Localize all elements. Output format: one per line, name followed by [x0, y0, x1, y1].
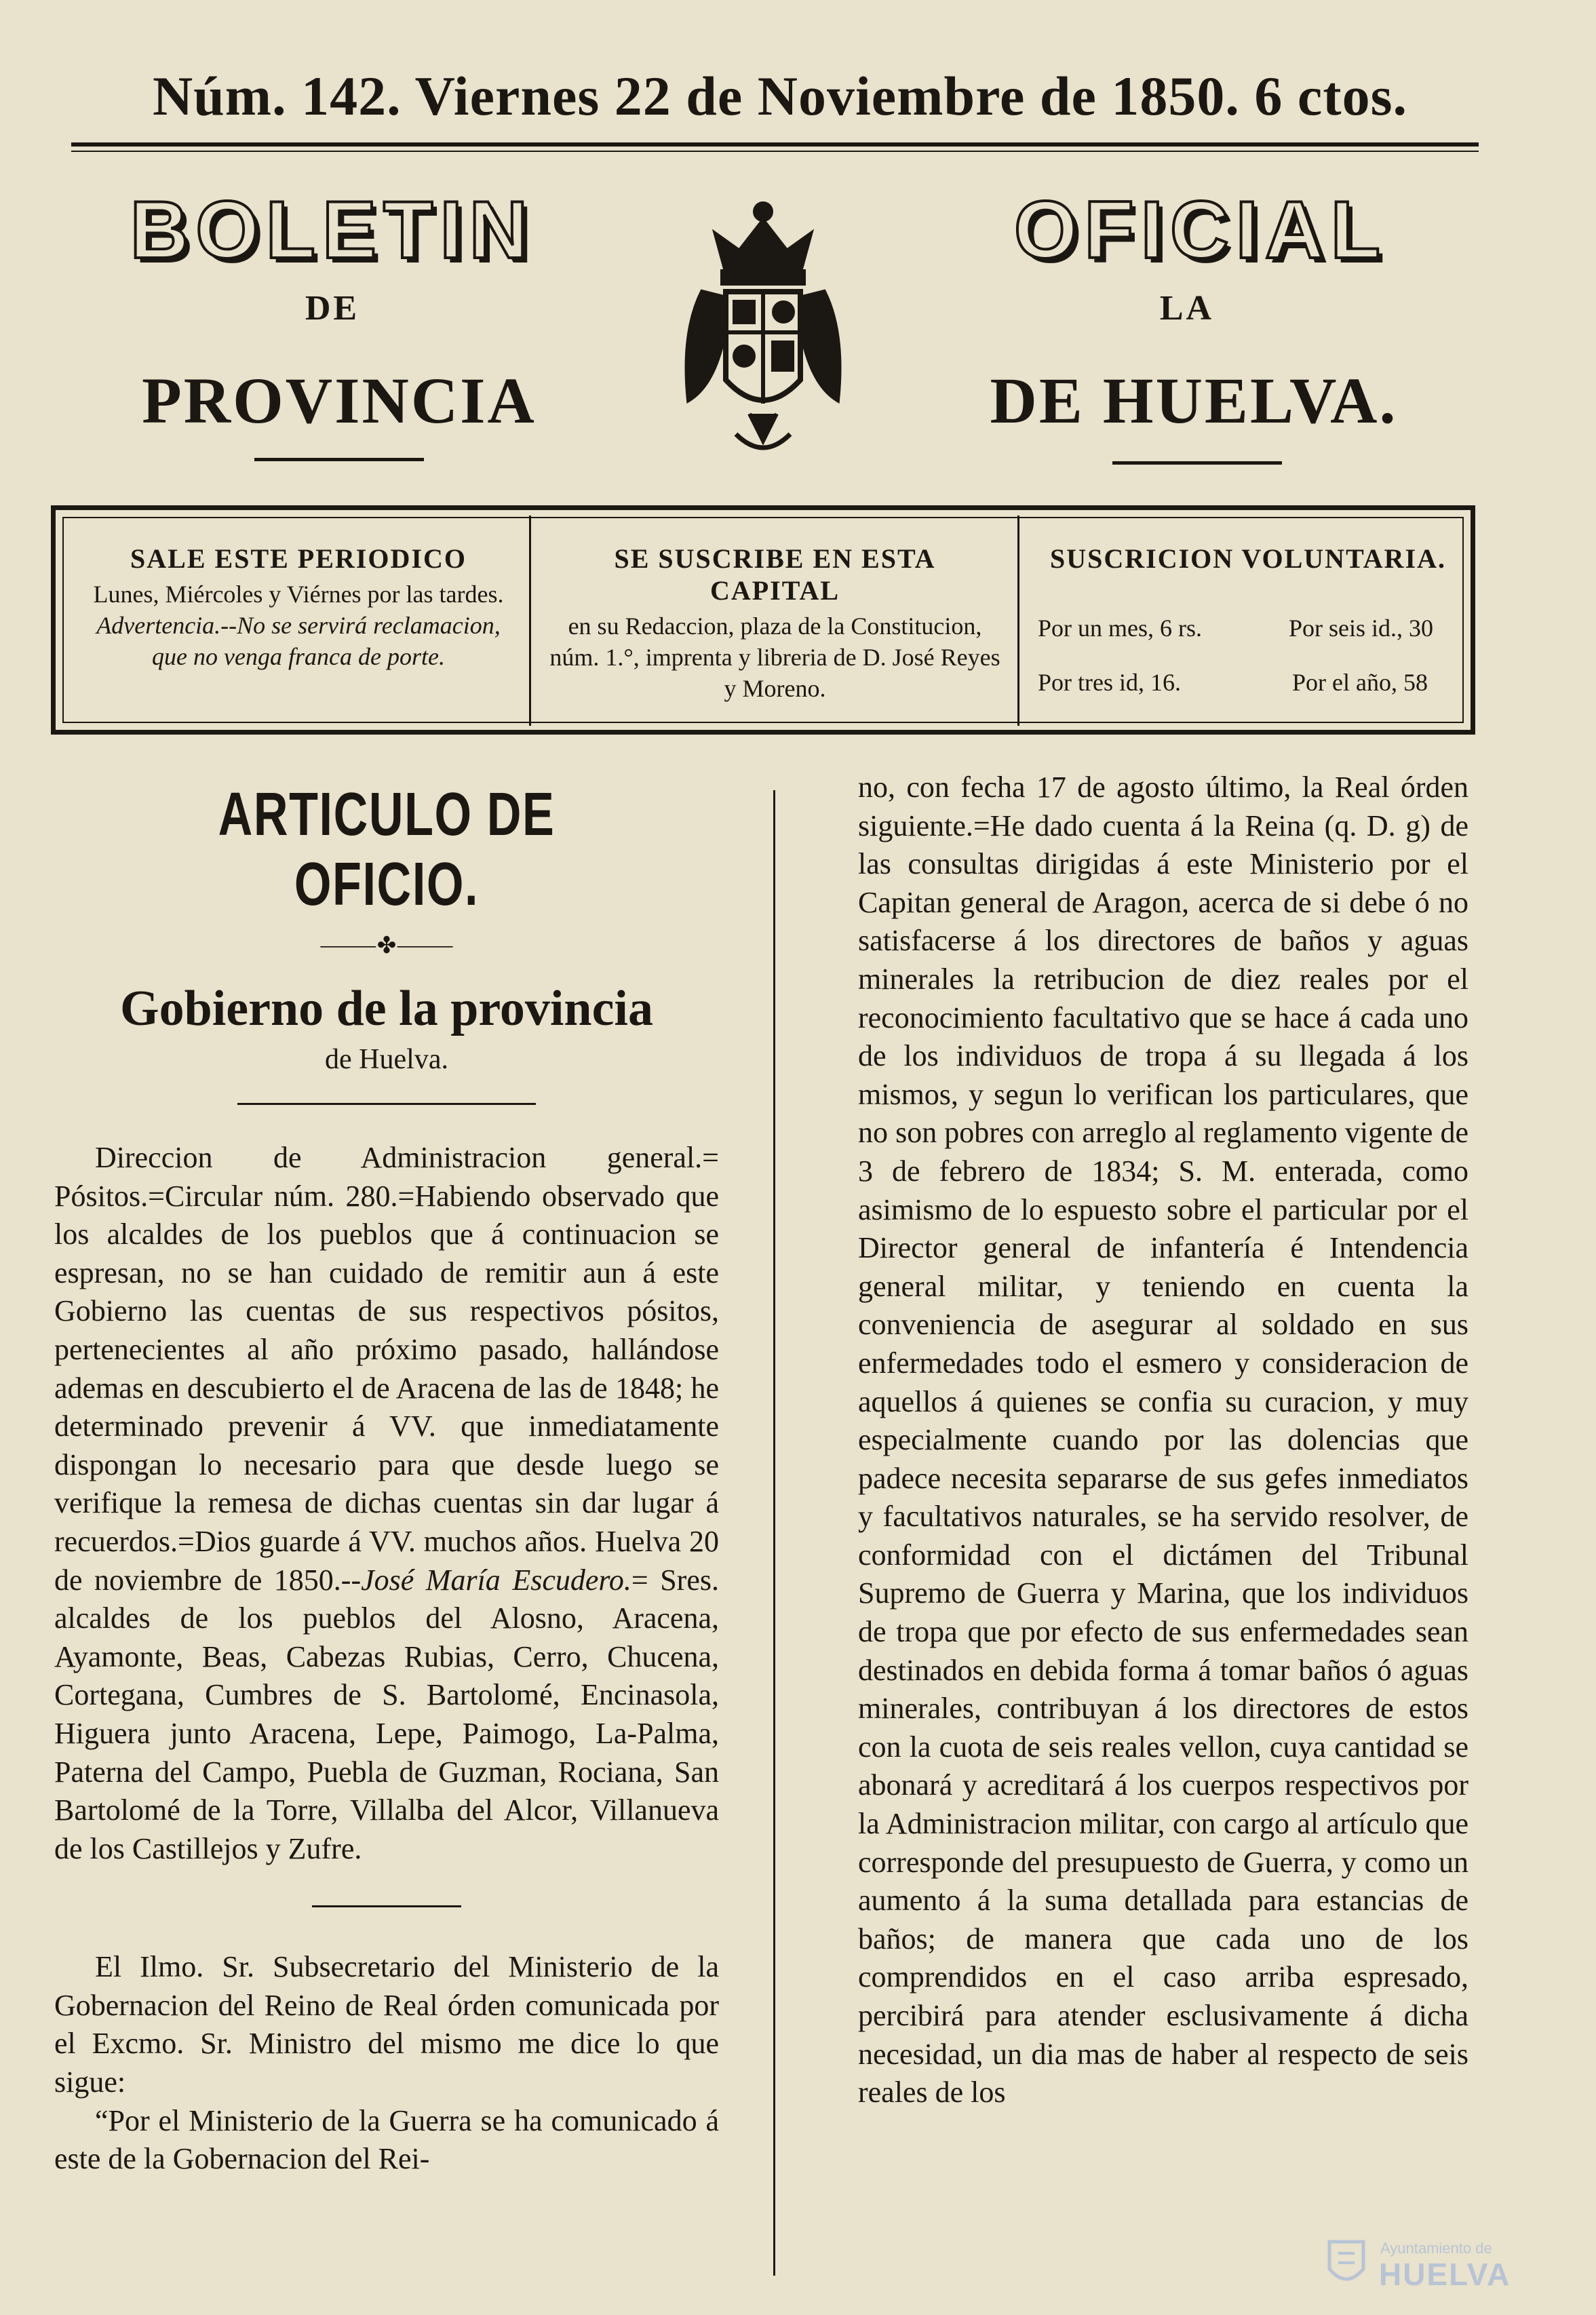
subscription-col-where — [539, 543, 1011, 702]
guerra-paragraph: “Por el Ministerio de la Guerra se ha comunicado á este de la Gobernacion del Rei- — [54, 2103, 719, 2176]
ornament-divider: ⸻✤⸻ — [319, 933, 454, 958]
masthead-boletin: BOLETIN — [130, 184, 535, 275]
masthead-oficial: OFICIAL — [1014, 184, 1387, 275]
price-year: Por el año, 58 — [1292, 669, 1428, 696]
archive-stamp — [1326, 2238, 1550, 2293]
circular-text: Direccion de Administracion general.= Pósitos.=Circular núm. 280.=Habiendo observado que los alcaldes de los pueblos que á continuacion se espresan, no se han cuidado de remitir aun á este Gobierno las cuentas de sus respectivos pósitos, pertenecientes al año próximo pasado, hallándose ademas en descubierto el de Aracena de las de 1848; he determinado prevenir á VV. que inmediatamente dispongan lo necesario para que desde luego se verifique la remesa de dichas cuentas sin dar lugar á recuerdos.=Dios guarde á VV. muchos años. Huelva 20 de noviembre de 1850.-- — [54, 1141, 719, 1597]
right-column — [858, 769, 1468, 2112]
circular-paragraph — [54, 1139, 719, 1868]
where-text: en su Redaccion, plaza de la Constitucion, núm. 1.°, imprenta y libreria de D. José Reyes y Moreno. — [549, 612, 1000, 702]
masthead-provincia: PROVINCIA — [142, 364, 537, 437]
schedule-warning: Advertencia.--No se servirá reclamacion, que no venga franca de porte. — [96, 612, 501, 670]
price-six-months: Por seis id., 30 — [1289, 615, 1434, 642]
section-title: ARTICULO DE OFICIO. — [218, 781, 556, 918]
subscription-divider-2 — [1017, 515, 1019, 726]
column-divider — [773, 790, 775, 2276]
subsecretario-paragraph: El Ilmo. Sr. Subsecretario del Ministerio de la Gobernacion del Reino de Real órden comunicada por el Excmo. Sr. Ministro del mismo me dice lo que sigue: — [54, 1950, 719, 2099]
real-orden-text: no, con fecha 17 de agosto último, la Real órden siguiente.=He dado cuenta á la Reina (q. D. g) de las consultas dirigidas á este Ministerio por el Capitan general de Aragon, acerca de si debe ó no satisfacerse á los directores de baños y aguas minerales la retribucion de diez reales por el reconocimiento facultativo que se hace á cada uno de los individuos de tropa á su llegada á los mismos, y segun lo verifican los particulares, que no son pobres con arreglo al reglamento vigente de 3 de febrero de 1834; S. M. enterada, como asimismo de lo espuesto sobre el particular por el Director general de infantería é Intendencia general militar, y teniendo en cuenta la conveniencia de asegurar al soldado en sus enfermedades todo el esmero y consideracion de aquellos á quienes se confia su curacion, y muy especialmente cuando por las dolencias que padece necesita separarse de sus gefes inmediatos y facultativos naturales, se ha servido resolver, de conformidad con el dictámen del Tribunal Supremo de Guerra y Marina, que los individuos de tropa que por efecto de sus enfermedades sean destinados en debida forma á tomar baños ó aguas minerales, contribuyan á los directores de estos con la cuota de seis reales vellon, cuya cantidad se abonará y acreditará á los cuerpos respectivos por la Administracion militar, con cargo al artículo que corresponde del presupuesto de Guerra, y como un aumento á la suma detallada para estancias de baños; de manera que cada uno de los comprendidos en el caso arriba espresado, percibirá para atender esclusivamente á dicha necesidad, un dia mas de haber al respecto de seis reales de los — [858, 771, 1468, 2109]
city-shield-icon — [1326, 2238, 1367, 2289]
subscription-divider-1 — [529, 515, 531, 726]
coat-of-arms-icon — [661, 197, 865, 461]
masthead-de: DE — [305, 289, 360, 328]
title-rule — [237, 1103, 536, 1105]
schedule-title: SALE ESTE PERIODICO — [130, 543, 467, 574]
left-column — [54, 780, 719, 2179]
price-month: Por un mes, 6 rs. — [1038, 615, 1202, 642]
schedule-days: Lunes, Miércoles y Viérnes por las tardes. — [93, 581, 504, 608]
separator-rule — [312, 1905, 461, 1907]
prices-title: SUSCRICION VOLUNTARIA. — [1049, 543, 1447, 574]
masthead-de-huelva: DE HUELVA. — [990, 364, 1398, 437]
header-rule-thin — [71, 151, 1479, 152]
government-subtitle: de Huelva. — [325, 1044, 448, 1075]
masthead-rule-right — [1112, 461, 1282, 465]
circular-recipients: = Sres. alcaldes de los pueblos del Alosno, Aracena, Ayamonte, Beas, Cabezas Rubias, Cerro, Chucena, Cortegana, Cumbres de S. Bartolomé, Encinasola, Higuera junto Aracena, Lepe, Paimogo, La-Palma, Paterna del Campo, Puebla de Guzman, Rociana, San Bartolomé de la Torre, Villalba del Alcor, Villanueva de los Castillejos y Zufre. — [54, 1563, 719, 1865]
circular-signature: José María Escudero. — [361, 1563, 631, 1597]
masthead-la: LA — [1159, 289, 1215, 328]
stamp-line-2: HUELVA — [1379, 2257, 1511, 2292]
header-rule-thick — [71, 142, 1479, 147]
subscription-col-schedule — [75, 543, 522, 692]
issue-line: Núm. 142. Viernes 22 de Noviembre de 1850. 6 ctos. — [152, 65, 1408, 127]
where-title: SE SUSCRIBE EN ESTA CAPITAL — [614, 543, 936, 606]
price-three-months: Por tres id, 16. — [1038, 669, 1181, 696]
government-title: Gobierno de la provincia — [120, 981, 653, 1036]
stamp-line-1: Ayuntamiento de — [1380, 2240, 1492, 2257]
masthead-rule-left — [254, 458, 424, 461]
